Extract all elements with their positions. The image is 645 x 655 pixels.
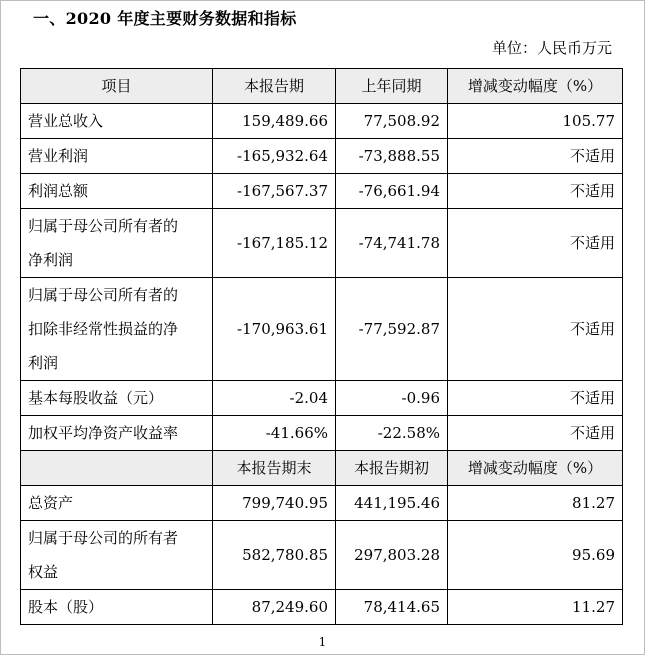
header-period-end: 本报告期末	[213, 451, 336, 486]
current-value: -167,185.12	[213, 209, 336, 278]
change-value: 105.77	[448, 104, 623, 139]
header-previous-period: 上年同期	[336, 69, 448, 104]
previous-value: -73,888.55	[336, 139, 448, 174]
page-number: 1	[318, 635, 327, 649]
current-value: -41.66%	[213, 416, 336, 451]
change-value: 不适用	[448, 139, 623, 174]
table-row	[21, 416, 623, 451]
row-label	[21, 209, 213, 278]
change-value: 不适用	[448, 278, 623, 381]
row-label: 加权平均净资产收益率	[21, 416, 213, 451]
change-value: 95.69	[448, 521, 623, 590]
row-label: 基本每股收益（元）	[21, 381, 213, 416]
end-value: 582,780.85	[213, 521, 336, 590]
current-value: -170,963.61	[213, 278, 336, 381]
table-row	[21, 521, 623, 590]
header-period-begin: 本报告期初	[336, 451, 448, 486]
row-label	[21, 278, 213, 381]
row-label: 利润总额	[21, 174, 213, 209]
change-value: 81.27	[448, 486, 623, 521]
end-value: 799,740.95	[213, 486, 336, 521]
current-value: 159,489.66	[213, 104, 336, 139]
previous-value: -22.58%	[336, 416, 448, 451]
previous-value: -74,741.78	[336, 209, 448, 278]
header-change: 增减变动幅度（%）	[448, 69, 623, 104]
previous-value: 77,508.92	[336, 104, 448, 139]
previous-value: -76,661.94	[336, 174, 448, 209]
begin-value: 441,195.46	[336, 486, 448, 521]
table-row	[21, 590, 623, 625]
row-label	[21, 521, 213, 590]
section-title: 一、2020 年度主要财务数据和指标	[33, 9, 297, 28]
begin-value: 78,414.65	[336, 590, 448, 625]
current-value: -165,932.64	[213, 139, 336, 174]
table-row	[21, 209, 623, 278]
table-subheader-row	[21, 451, 623, 486]
financial-data-table	[20, 68, 623, 625]
previous-value: -77,592.87	[336, 278, 448, 381]
previous-value: -0.96	[336, 381, 448, 416]
current-value: -2.04	[213, 381, 336, 416]
table-row	[21, 104, 623, 139]
unit-label: 单位：人民币万元	[491, 39, 612, 57]
subheader-empty	[21, 451, 213, 486]
begin-value: 297,803.28	[336, 521, 448, 590]
table-row	[21, 139, 623, 174]
change-value: 不适用	[448, 174, 623, 209]
change-value: 不适用	[448, 416, 623, 451]
row-label-text: 归属于母公司所有者的 净利润	[28, 217, 179, 269]
table-header-row	[21, 69, 623, 104]
header-change: 增减变动幅度（%）	[448, 451, 623, 486]
end-value: 87,249.60	[213, 590, 336, 625]
row-label: 股本（股）	[21, 590, 213, 625]
row-label: 总资产	[21, 486, 213, 521]
table-row	[21, 486, 623, 521]
row-label-text: 归属于母公司的所有者 权益	[28, 529, 179, 581]
change-value: 不适用	[448, 209, 623, 278]
current-value: -167,567.37	[213, 174, 336, 209]
change-value: 不适用	[448, 381, 623, 416]
row-label: 营业总收入	[21, 104, 213, 139]
row-label: 营业利润	[21, 139, 213, 174]
header-item: 项目	[21, 69, 213, 104]
row-label-text: 归属于母公司所有者的 扣除非经常性损益的净 利润	[28, 286, 179, 372]
change-value: 11.27	[448, 590, 623, 625]
table-row	[21, 278, 623, 381]
table-row	[21, 174, 623, 209]
table-row	[21, 381, 623, 416]
header-current-period: 本报告期	[213, 69, 336, 104]
